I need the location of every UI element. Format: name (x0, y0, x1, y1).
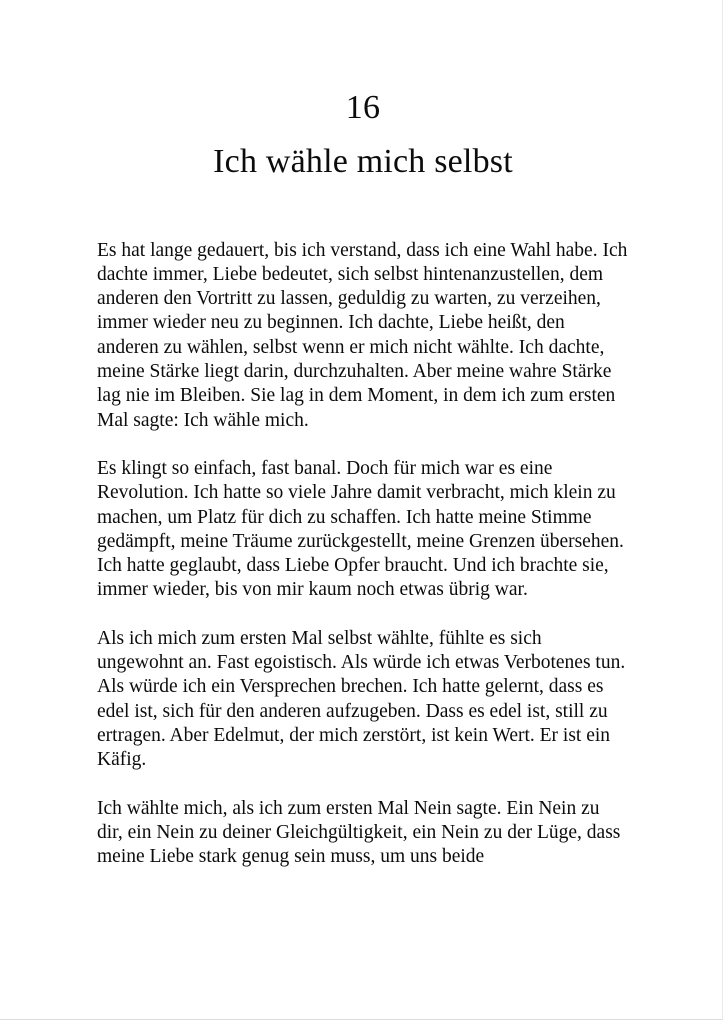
chapter-title: Ich wähle mich selbst (213, 142, 513, 180)
paragraph: Es hat lange gedauert, bis ich verstand, dass ich eine Wahl habe. Ich dachte immer, Liebe bedeutet, sich selbst hintenanzustellen, dem anderen den Vortritt zu lassen, geduldig zu warten, zu verzeihen, immer wieder neu zu beginnen. Ich dachte, Liebe heißt, den anderen zu wählen, selbst wenn er mich nicht wählte. Ich dachte, meine Stärke liegt darin, durchzuhalten. Aber meine wahre Stärke lag nie im Bleiben. Sie lag in dem Moment, in dem ich zum ersten Mal sagte: Ich wähle mich. (97, 239, 628, 431)
paragraph: Als ich mich zum ersten Mal selbst wählte, fühlte es sich ungewohnt an. Fast egoistisch. Als würde ich etwas Verbotenes tun. Als würde ich ein Versprechen brechen. Ich hatte gelernt, dass es edel ist, sich für den anderen aufzugeben. Dass es edel ist, still zu ertragen. Aber Edelmut, der mich zerstört, ist kein Wert. Er ist ein Käfig. (97, 627, 626, 771)
chapter-body (97, 239, 629, 870)
paragraph: Ich wählte mich, als ich zum ersten Mal Nein sagte. Ein Nein zu dir, ein Nein zu deiner Gleichgültigkeit, ein Nein zu der Lüge, dass meine Liebe stark genug sein muss, um uns beide (97, 797, 621, 868)
chapter-number: 16 (345, 89, 381, 126)
paragraph: Es klingt so einfach, fast banal. Doch für mich war es eine Revolution. Ich hatte so viele Jahre damit verbracht, mich klein zu machen, um Platz für dich zu schaffen. Ich hatte meine Stimme gedämpft, meine Träume zurückgestellt, meine Grenzen übersehen. Ich hatte geglaubt, dass Liebe Opfer braucht. Und ich brachte sie, immer wieder, bis von mir kaum noch etwas übrig war. (97, 457, 624, 601)
